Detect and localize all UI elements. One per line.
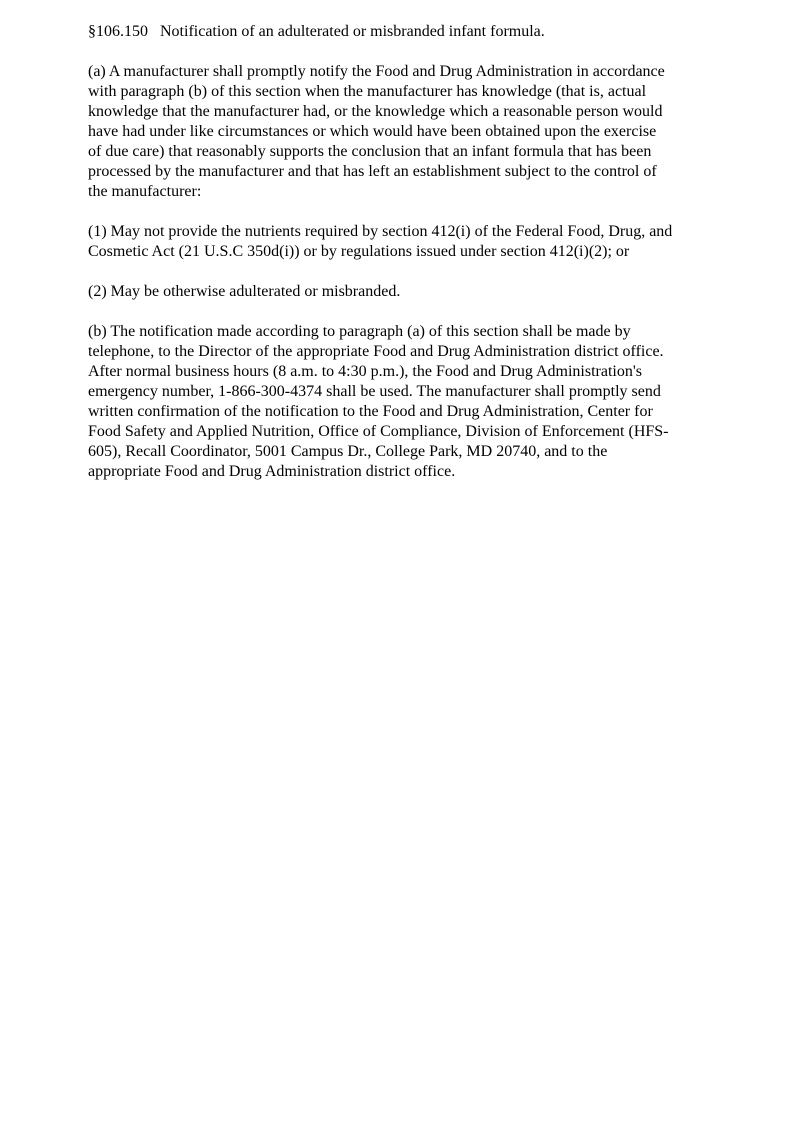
paragraph-line: (2) May be otherwise adulterated or misbranded. bbox=[88, 283, 401, 300]
section-heading: §106.150 Notification of an adulterated or misbranded infant formula. bbox=[88, 23, 545, 40]
paragraph-a-1 bbox=[88, 222, 718, 262]
paragraph-line: (a) A manufacturer shall promptly notify the Food and Drug Administration in accordance bbox=[88, 63, 665, 80]
paragraph-line: emergency number, 1-866-300-4374 shall be used. The manufacturer shall promptly send bbox=[88, 383, 661, 400]
paragraph-line: Cosmetic Act (21 U.S.C 350d(i)) or by regulations issued under section 412(i)(2); or bbox=[88, 243, 630, 260]
paragraph-line: with paragraph (b) of this section when the manufacturer has knowledge (that is, actual bbox=[88, 83, 647, 100]
paragraph-line: 605), Recall Coordinator, 5001 Campus Dr., College Park, MD 20740, and to the bbox=[88, 443, 608, 460]
paragraph-a-2 bbox=[88, 282, 718, 302]
paragraph-line: of due care) that reasonably supports the conclusion that an infant formula that has been bbox=[88, 143, 652, 160]
paragraph-line: the manufacturer: bbox=[88, 183, 202, 200]
paragraph-line: knowledge that the manufacturer had, or the knowledge which a reasonable person would bbox=[88, 103, 663, 120]
document-page bbox=[88, 22, 718, 502]
paragraph-line: Food Safety and Applied Nutrition, Office of Compliance, Division of Enforcement (HFS- bbox=[88, 423, 669, 440]
paragraph-line: have had under like circumstances or which would have been obtained upon the exercise bbox=[88, 123, 657, 140]
paragraph-line: telephone, to the Director of the appropriate Food and Drug Administration district office. bbox=[88, 343, 664, 360]
paragraph-a bbox=[88, 62, 718, 202]
paragraph-b bbox=[88, 322, 718, 482]
paragraph-line: processed by the manufacturer and that has left an establishment subject to the control of bbox=[88, 163, 657, 180]
paragraph-line: After normal business hours (8 a.m. to 4:30 p.m.), the Food and Drug Administration's bbox=[88, 363, 642, 380]
paragraph-line: appropriate Food and Drug Administration district office. bbox=[88, 463, 456, 480]
paragraph-line: (1) May not provide the nutrients required by section 412(i) of the Federal Food, Drug, and bbox=[88, 223, 673, 240]
paragraph-line: written confirmation of the notification to the Food and Drug Administration, Center for bbox=[88, 403, 653, 420]
paragraph-line: (b) The notification made according to paragraph (a) of this section shall be made by bbox=[88, 323, 631, 340]
